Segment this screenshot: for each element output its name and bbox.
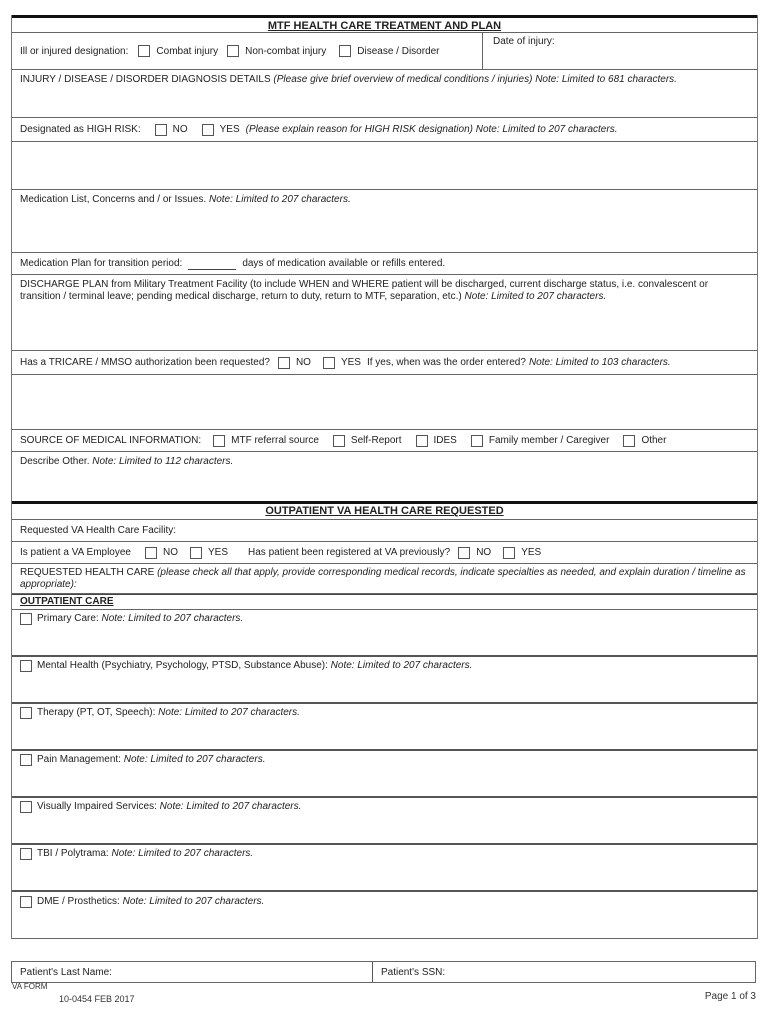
designation-row bbox=[12, 33, 757, 70]
page-number: Page 1 of 3 bbox=[704, 991, 756, 1002]
care-item-label: Mental Health (Psychiatry, Psychology, PTSD, Substance Abuse): bbox=[37, 660, 328, 671]
medication-plan-label: Medication Plan for transition period: bbox=[20, 258, 183, 269]
source-mtf-referral-checkbox[interactable] bbox=[213, 435, 225, 447]
source-other-label: Other bbox=[641, 435, 667, 446]
tricare-label: Has a TRICARE / MMSO authorization been requested? bbox=[20, 357, 270, 368]
source-row bbox=[12, 430, 757, 452]
medication-list-note: Note: Limited to 207 characters. bbox=[208, 194, 351, 205]
registered-label: Has patient been registered at VA previously? bbox=[248, 547, 451, 558]
patient-ssn-field[interactable] bbox=[373, 962, 755, 982]
source-family-checkbox[interactable] bbox=[471, 435, 483, 447]
tricare-order-field[interactable] bbox=[12, 375, 757, 430]
pain-management-checkbox[interactable] bbox=[20, 754, 32, 766]
patient-ssn-label: Patient's SSN: bbox=[381, 966, 446, 978]
source-self-report-label: Self-Report bbox=[350, 435, 402, 446]
care-item-tbi[interactable] bbox=[12, 845, 757, 892]
care-item-dme[interactable] bbox=[12, 892, 757, 939]
therapy-checkbox[interactable] bbox=[20, 707, 32, 719]
high-risk-yes-label: YES bbox=[219, 124, 240, 135]
form-page bbox=[11, 15, 758, 939]
care-item-label: Pain Management: bbox=[37, 754, 121, 765]
describe-other-note: Note: Limited to 112 characters. bbox=[92, 456, 234, 467]
source-family-label: Family member / Caregiver bbox=[488, 435, 610, 446]
registered-yes-checkbox[interactable] bbox=[503, 547, 515, 559]
medication-plan-suffix: days of medication available or refills entered. bbox=[242, 258, 446, 269]
care-item-label: TBI / Polytrama: bbox=[37, 848, 109, 859]
registered-no-checkbox[interactable] bbox=[458, 547, 470, 559]
source-label: SOURCE OF MEDICAL INFORMATION: bbox=[20, 435, 202, 446]
combat-injury-label: Combat injury bbox=[156, 45, 219, 57]
diagnosis-field[interactable] bbox=[12, 70, 757, 118]
care-item-note: Note: Limited to 207 characters. bbox=[101, 613, 244, 624]
high-risk-yes-checkbox[interactable] bbox=[202, 124, 214, 136]
va-employee-yes-checkbox[interactable] bbox=[190, 547, 202, 559]
va-employee-yes-label: YES bbox=[208, 547, 229, 558]
disease-disorder-checkbox[interactable] bbox=[339, 45, 351, 57]
outpatient-care-heading: OUTPATIENT CARE bbox=[20, 596, 114, 607]
registered-yes-label: YES bbox=[521, 547, 542, 558]
discharge-plan-field[interactable] bbox=[12, 275, 757, 351]
non-combat-injury-checkbox[interactable] bbox=[227, 45, 239, 57]
form-label: VA FORM bbox=[12, 982, 48, 991]
tricare-followup: If yes, when was the order entered? bbox=[366, 357, 526, 368]
disease-disorder-label: Disease / Disorder bbox=[357, 45, 440, 57]
high-risk-label: Designated as HIGH RISK: bbox=[20, 124, 141, 135]
va-employee-no-label: NO bbox=[163, 547, 178, 558]
high-risk-row bbox=[12, 118, 757, 142]
requested-care-note: (please check all that apply, provide corresponding medical records, indicate specialties as needed, and explain duration / timeline as appropriate): bbox=[20, 567, 746, 590]
diagnosis-note: (Please give brief overview of medical conditions / injuries) Note: Limited to 681 characters. bbox=[273, 74, 677, 85]
tricare-row bbox=[12, 351, 757, 375]
va-facility-label: Requested VA Health Care Facility: bbox=[20, 525, 177, 536]
care-item-label: Visually Impaired Services: bbox=[37, 801, 157, 812]
registered-no-label: NO bbox=[476, 547, 492, 558]
care-item-note: Note: Limited to 207 characters. bbox=[123, 754, 266, 765]
discharge-plan-note: Note: Limited to 207 characters. bbox=[464, 291, 607, 302]
high-risk-no-checkbox[interactable] bbox=[155, 124, 167, 136]
va-facility-field[interactable] bbox=[12, 520, 757, 542]
va-employee-label: Is patient a VA Employee bbox=[20, 547, 131, 558]
high-risk-no-label: NO bbox=[172, 124, 188, 135]
designation-label: Ill or injured designation: bbox=[20, 45, 129, 57]
section-title: MTF HEALTH CARE TREATMENT AND PLAN bbox=[267, 20, 502, 32]
primary-care-checkbox[interactable] bbox=[20, 613, 32, 625]
tricare-no-label: NO bbox=[295, 357, 311, 368]
care-item-label: Primary Care: bbox=[37, 613, 99, 624]
non-combat-injury-label: Non-combat injury bbox=[245, 45, 327, 57]
source-ides-label: IDES bbox=[433, 435, 457, 446]
discharge-plan-label: DISCHARGE PLAN from Military Treatment Facility (to include WHEN and WHERE patient will be discharged, current discharge status, i.e. convalescent or transition / terminal leave; pending medical discharge, return to duty, return to MTF, separation, etc.) bbox=[20, 279, 709, 302]
visually-impaired-checkbox[interactable] bbox=[20, 801, 32, 813]
care-item-label: Therapy (PT, OT, Speech): bbox=[37, 707, 156, 718]
date-of-injury-field[interactable] bbox=[483, 33, 757, 69]
care-item-visually-impaired[interactable] bbox=[12, 798, 757, 845]
va-employee-row bbox=[12, 542, 757, 564]
date-of-injury-label: Date of injury: bbox=[493, 36, 555, 47]
medication-list-field[interactable] bbox=[12, 190, 757, 253]
form-number: 10-0454 FEB 2017 bbox=[59, 994, 135, 1004]
patient-last-name-label: Patient's Last Name: bbox=[20, 966, 112, 978]
combat-injury-checkbox[interactable] bbox=[138, 45, 150, 57]
mental-health-checkbox[interactable] bbox=[20, 660, 32, 672]
section-header-outpatient bbox=[12, 504, 757, 520]
medication-list-label: Medication List, Concerns and / or Issues. bbox=[20, 194, 207, 205]
source-mtf-referral-label: MTF referral source bbox=[231, 435, 319, 446]
tricare-no-checkbox[interactable] bbox=[278, 357, 290, 369]
tricare-yes-checkbox[interactable] bbox=[323, 357, 335, 369]
describe-other-label: Describe Other. bbox=[20, 456, 90, 467]
high-risk-note: (Please explain reason for HIGH RISK designation) Note: Limited to 207 characters. bbox=[245, 124, 618, 135]
section-title: OUTPATIENT VA HEALTH CARE REQUESTED bbox=[265, 505, 504, 517]
care-item-label: DME / Prosthetics: bbox=[37, 896, 120, 907]
tricare-yes-label: YES bbox=[340, 357, 361, 368]
high-risk-explanation-field[interactable] bbox=[12, 142, 757, 190]
section-header-mtf bbox=[12, 15, 757, 33]
source-self-report-checkbox[interactable] bbox=[333, 435, 345, 447]
medication-plan-row bbox=[12, 253, 757, 275]
care-item-note: Note: Limited to 207 characters. bbox=[330, 660, 473, 671]
source-ides-checkbox[interactable] bbox=[416, 435, 428, 447]
medication-days-input[interactable] bbox=[188, 257, 236, 270]
care-item-primary[interactable] bbox=[12, 610, 757, 657]
va-employee-no-checkbox[interactable] bbox=[145, 547, 157, 559]
care-item-therapy[interactable] bbox=[12, 704, 757, 751]
requested-care-row bbox=[12, 564, 757, 594]
dme-checkbox[interactable] bbox=[20, 896, 32, 908]
care-item-note: Note: Limited to 207 characters. bbox=[111, 848, 254, 859]
care-item-note: Note: Limited to 207 characters. bbox=[158, 707, 300, 718]
care-item-mental-health[interactable] bbox=[12, 657, 757, 704]
source-other-checkbox[interactable] bbox=[623, 435, 635, 447]
requested-care-label: REQUESTED HEALTH CARE bbox=[20, 567, 155, 578]
describe-other-field[interactable] bbox=[12, 452, 757, 504]
diagnosis-label: INJURY / DISEASE / DISORDER DIAGNOSIS DETAILS bbox=[20, 74, 271, 85]
tricare-note: Note: Limited to 103 characters. bbox=[528, 357, 671, 368]
care-item-note: Note: Limited to 207 characters. bbox=[159, 801, 302, 812]
patient-id-footer bbox=[11, 961, 756, 983]
care-item-pain-management[interactable] bbox=[12, 751, 757, 798]
patient-last-name-field[interactable] bbox=[12, 962, 373, 982]
outpatient-care-heading-row bbox=[12, 594, 757, 610]
tbi-checkbox[interactable] bbox=[20, 848, 32, 860]
care-item-note: Note: Limited to 207 characters. bbox=[122, 896, 265, 907]
